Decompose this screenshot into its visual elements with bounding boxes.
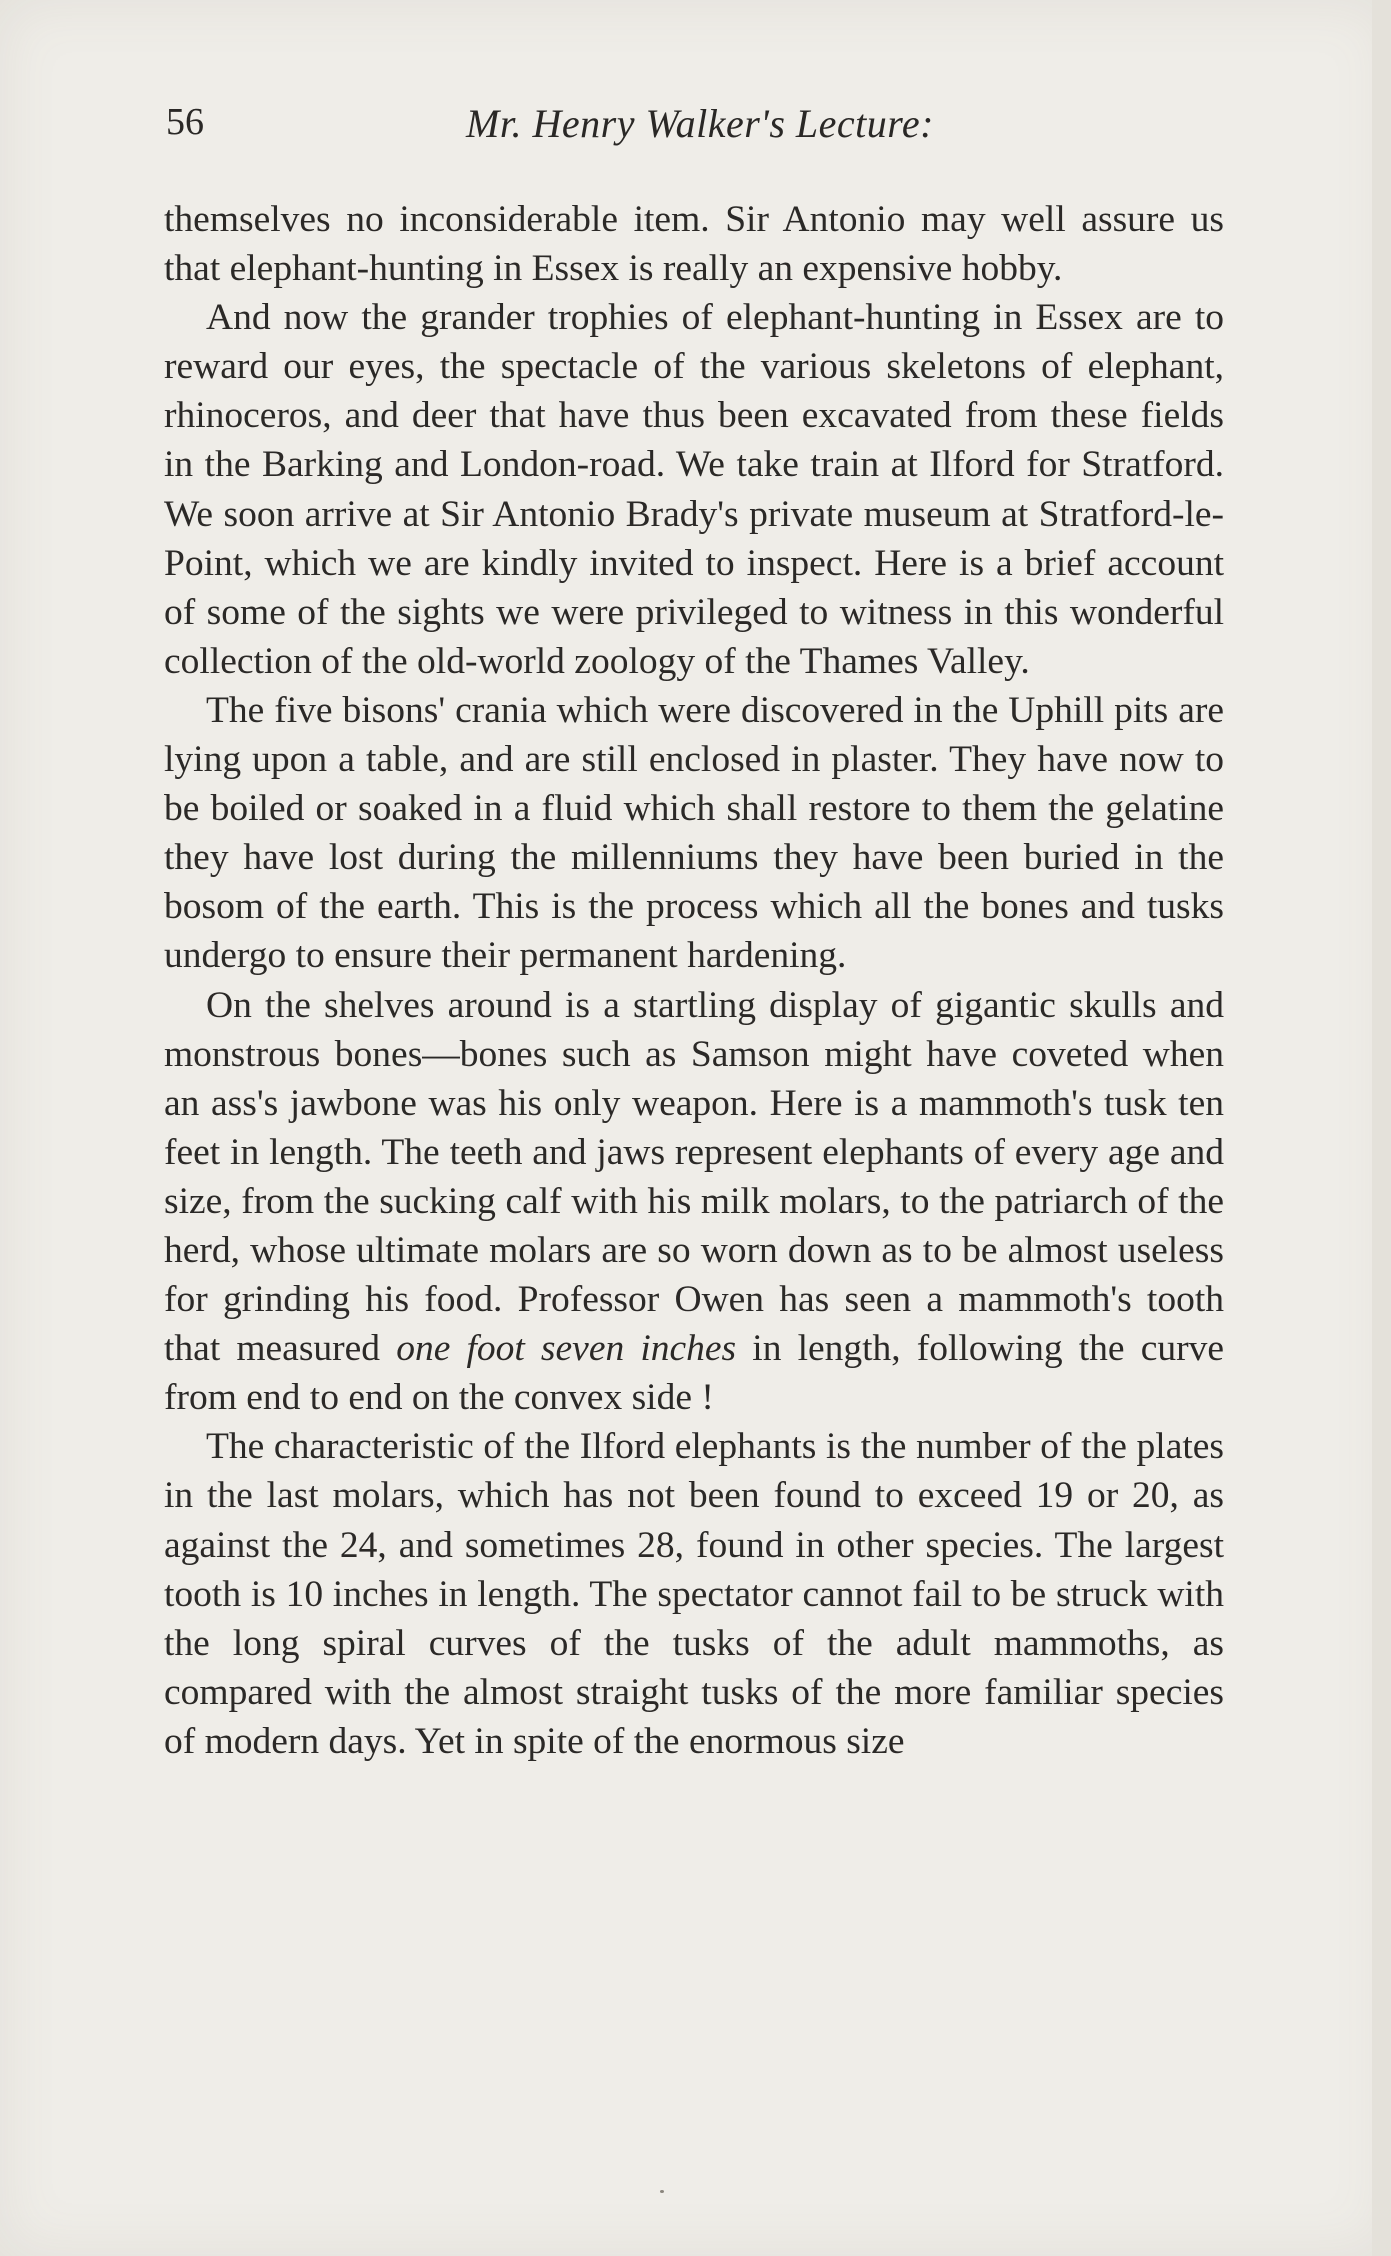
body-text <box>164 195 1224 1766</box>
page-header <box>160 100 1228 160</box>
paragraph-text: On the shelves around is a startling display of gigantic skulls and monstrous bones—bones such as Samson might have coveted when an ass's jawbone was his only weapon. Here is a mammoth's tusk ten feet in length. The teeth and jaws represent elephants of every age and size, from the sucking calf with his milk molars, to the patriarch of the herd, whose ultimate molars are so worn down as to be almost useless for grinding his food. Professor Owen has seen a mammoth's tooth that measured <box>164 984 1224 1370</box>
page-edge <box>1372 0 1391 2256</box>
running-title: Mr. Henry Walker's Lecture: <box>466 101 934 146</box>
emphasized-text: one foot seven inches <box>396 1328 737 1370</box>
paragraph-text: The characteristic of the Ilford elephants is the number of the plates in the last molars, which has not been found to exceed 19 or 20, as against the 24, and sometimes 28, found in other species. The largest tooth is 10 inches in length. The spectator cannot fail to be struck with the long spiral curves of the tusks of the adult mammoths, as compared with the almost straight tusks of the more familiar species of modern days. Yet in spite of the enormous size <box>164 1426 1224 1762</box>
paragraph <box>164 195 1224 293</box>
paragraph-text: themselves no inconsiderable item. Sir Antonio may well assure us that elephant-hunting in Essex is really an expensive hobby. <box>164 199 1224 290</box>
ink-speck <box>660 2190 664 2193</box>
paragraph-text: in length, following the curve from end to end on the convex side ! <box>164 1328 1224 1419</box>
paragraph <box>164 1422 1224 1766</box>
page-number: 56 <box>166 101 204 143</box>
paragraph <box>164 981 1224 1423</box>
paragraph <box>164 686 1224 981</box>
paragraph <box>164 293 1224 686</box>
paragraph-text: The five bisons' crania which were discovered in the Uphill pits are lying upon a table, and are still enclosed in plaster. They have now to be boiled or soaked in a fluid which shall restore to them the gelatine they have lost during the millenniums they have been buried in the bosom of the earth. This is the process which all the bones and tusks undergo to ensure their permanent hardening. <box>164 689 1224 977</box>
paragraph-text: And now the grander trophies of elephant-hunting in Essex are to reward our eyes, the spectacle of the various skeletons of elephant, rhinoceros, and deer that have thus been excavated from these fields in the Barking and London-road. We take train at Ilford for Stratford. We soon arrive at Sir Antonio Brady's private museum at Stratford-le-Point, which we are kindly invited to inspect. Here is a brief account of some of the sights we were privileged to witness in this wonderful collection of the old-world zoology of the Thames Valley. <box>164 297 1224 682</box>
